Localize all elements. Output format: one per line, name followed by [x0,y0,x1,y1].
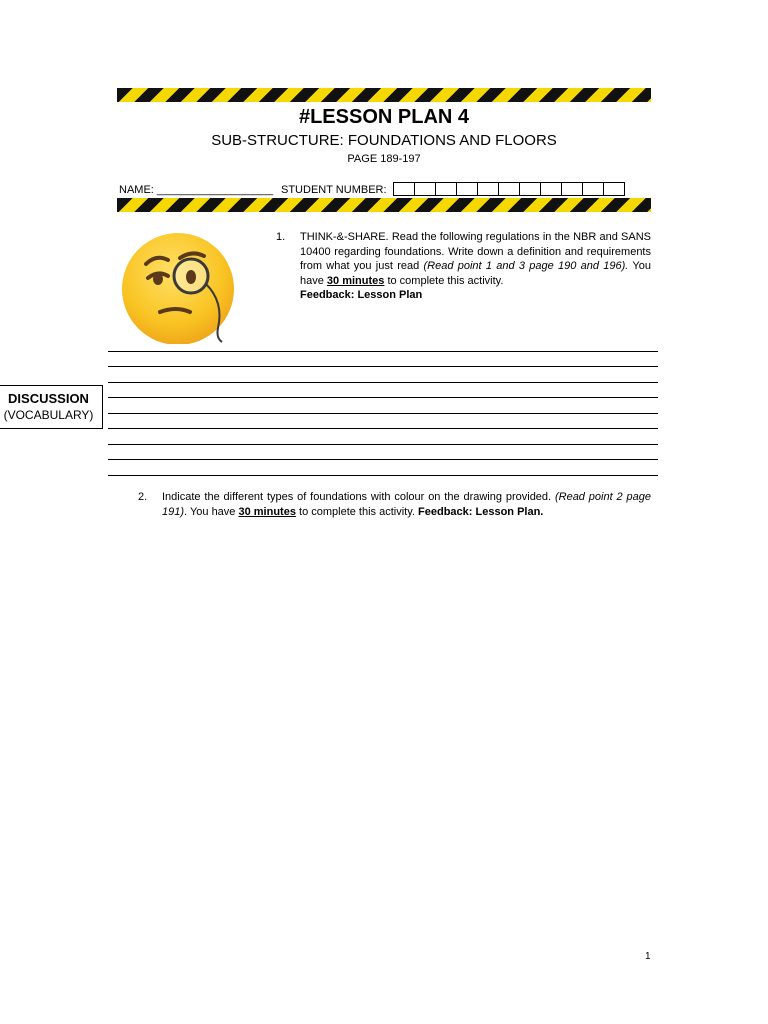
question-2 [138,490,651,519]
question-2-text: Indicate the different types of foundations with colour on the drawing provided. [162,491,555,503]
hazard-stripe-top [117,88,651,102]
discussion-vocabulary-label [0,385,103,429]
question-2-feedback: Feedback: Lesson Plan. [418,505,544,518]
answer-line[interactable] [108,428,658,429]
answer-line[interactable] [108,413,658,414]
student-number-box[interactable] [414,182,436,196]
answer-line[interactable] [108,397,658,398]
student-number-box[interactable] [393,182,415,196]
student-number-box[interactable] [603,182,625,196]
question-1-text: THINK-&-SHARE. Read the following regulations in the NBR and SANS 10400 regarding foundations. Write down a definition and requirements from what you just read [300,231,651,273]
face-with-monocle-icon [118,232,240,344]
student-number-box[interactable] [540,182,562,196]
question-1-time: 30 minutes [326,274,385,287]
question-1-feedback: Feedback: Lesson Plan [300,289,423,302]
question-2-time: 30 minutes [238,505,296,518]
question-1-time-post: to complete this activity. [384,274,504,287]
vocabulary-label: (VOCABULARY) [3,408,94,422]
question-1-reference: (Read point 1 and 3 page 190 and 196). [423,260,629,273]
question-1-time-pre: You have [300,260,651,287]
question-2-reference: (Read point 2 page 191) [162,491,651,518]
question-1-number: 1. [276,231,286,243]
answer-line[interactable] [108,444,658,445]
student-number-label: STUDENT NUMBER: [281,184,387,196]
student-number-box[interactable] [561,182,583,196]
page-number: 1 [645,951,651,962]
discussion-label: DISCUSSION [8,391,89,406]
page-subtitle: SUB-STRUCTURE: FOUNDATIONS AND FLOORS [211,132,557,149]
hazard-stripe-bottom [117,198,651,212]
page-title: #LESSON PLAN 4 [298,106,470,128]
question-2-time-post: to complete this activity. [295,505,419,518]
question-2-number: 2. [138,491,148,503]
answer-line[interactable] [108,351,658,352]
student-number-box[interactable] [519,182,541,196]
answer-line[interactable] [108,382,658,383]
student-number-box[interactable] [477,182,499,196]
name-field[interactable]: NAME: ___________________ [119,184,274,196]
answer-line[interactable] [108,366,658,367]
student-number-box[interactable] [582,182,604,196]
student-number-boxes[interactable] [394,182,625,196]
student-number-box[interactable] [498,182,520,196]
question-2-time-pre: . You have [184,505,239,518]
answer-line[interactable] [108,459,658,460]
question-1 [276,230,651,303]
answer-line[interactable] [108,475,658,476]
student-number-box[interactable] [456,182,478,196]
student-number-box[interactable] [435,182,457,196]
page-range: PAGE 189-197 [347,153,421,165]
